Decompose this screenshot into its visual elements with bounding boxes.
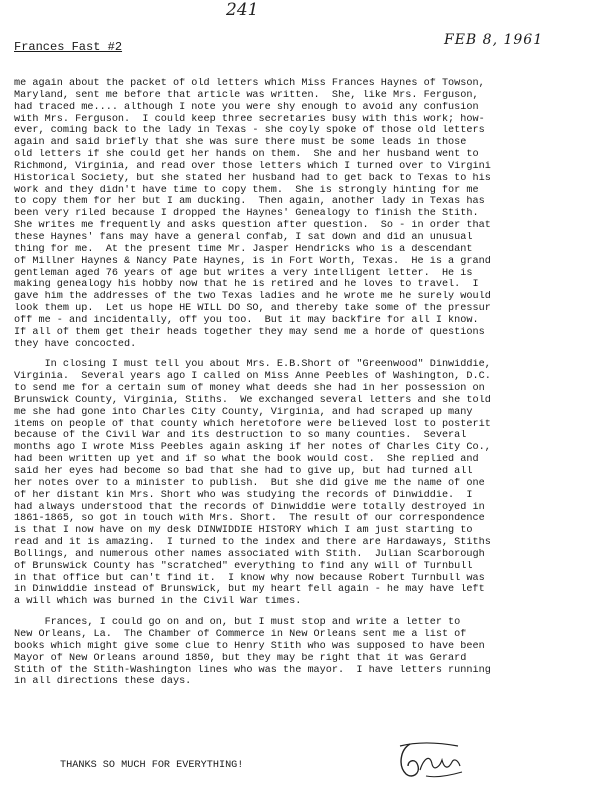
letter-line: months ago I wrote Miss Peebles again asking if her notes of Charles City Co.,: [14, 442, 491, 454]
letter-line: in all directions these days.: [14, 676, 192, 688]
letter-line: Historical Society, but she stated her husband had to get back to Texas to his: [14, 172, 491, 184]
letter-line: had always understood that the records of Dinwiddie were totally destroyed in: [14, 501, 485, 513]
letter-line: Mayor of New Orleans around 1850, but they may be right that it was Gerard: [14, 652, 467, 664]
letter-line: Frances, I could go on and on, but I must stop and write a letter to: [14, 617, 461, 629]
letter-line: If all of them get their heads together they may send me a horde of questions: [14, 326, 485, 338]
letter-line: She writes me frequently and asks question after question. So - in order that: [14, 220, 491, 232]
letter-line: in that office but can't find it. I know why now because Robert Turnbull was: [14, 572, 485, 584]
letter-line: had traced me.... although I note you were shy enough to avoid any confusion: [14, 101, 479, 113]
letter-line: making genealogy his hobby now that he is retired and he loves to travel. I: [14, 279, 479, 291]
letter-line: gave him the addresses of the two Texas ladies and he wrote me he surely would: [14, 291, 491, 303]
letter-line: items on people of that county which heretofore were believed lost to posterit: [14, 418, 491, 430]
letter-line: thing for me. At the present time Mr. Jasper Hendricks who is a descendant: [14, 243, 473, 255]
letter-line: had been written up yet and if so what the book would cost. She replied and: [14, 454, 479, 466]
letter-line: of her distant kin Mrs. Short who was studying the records of Dinwiddie. I: [14, 489, 473, 501]
letter-line: Virginia. Several years ago I called on Miss Anne Peebles of Washington, D.C.: [14, 371, 491, 383]
letter-line: to send me for a certain sum of money what deeds she had in her possession on: [14, 383, 485, 395]
letter-line: 1861-1865, so got in touch with Mrs. Short. The result of our correspondence: [14, 513, 485, 525]
letter-line: because of the Civil War and its destruction to so many counties. Several: [14, 430, 467, 442]
letter-line: old letters if she could get her hands on them. She and her husband went to: [14, 149, 479, 161]
letter-line: they have concocted.: [14, 338, 137, 350]
page-number: 241: [226, 0, 259, 20]
paragraph-gap: [14, 350, 600, 359]
letter-line: Richmond, Virginia, and read over those letters which I turned over to Virgini: [14, 160, 491, 172]
letter-line: New Orleans, La. The Chamber of Commerce in New Orleans sent me a list of: [14, 628, 467, 640]
letter-line: Brunswick County, Virginia, Stiths. We exchanged several letters and she told: [14, 394, 491, 406]
letter-line: Stith of the Stith-Washington lines who was the mayor. I have letters running: [14, 664, 491, 676]
letter-line: with Mrs. Ferguson. I could keep three secretaries busy with this work; how-: [14, 113, 485, 125]
letter-line: me again about the packet of old letters which Miss Frances Haynes of Towson,: [14, 78, 485, 89]
letter-line: read and it is amazing. I turned to the index and there are Hardaways, Stiths: [14, 537, 491, 549]
letter-line: ever, coming back to the lady in Texas - she coyly spoke of those old letters: [14, 125, 485, 137]
letter-line: gentleman aged 76 years of age but writes a very intelligent letter. He is: [14, 267, 473, 279]
letter-line: Maryland, sent me before that article was written. She, like Mrs. Ferguson,: [14, 89, 479, 101]
letter-line: to copy them for her but I am ducking. Then again, another lady in Texas has: [14, 196, 485, 208]
closing-line: THANKS SO MUCH FOR EVERYTHING!: [60, 760, 244, 771]
letter-line: said her eyes had become so bad that she had to give up, but had turned all: [14, 466, 473, 477]
paragraph-gap: [14, 608, 600, 617]
letter-line: of Millner Haynes & Nancy Pate Haynes, is in Fort Worth, Texas. He is a grand: [14, 255, 491, 267]
header-label: Frances Fast #2: [14, 40, 123, 54]
letter-line: me she had gone into Charles City County, Virginia, and had scraped up many: [14, 406, 473, 418]
letter-line: these Haynes' fans may have a general confab, I sat down and did an unusual: [14, 231, 473, 243]
letter-line: In closing I must tell you about Mrs. E.B.Short of "Greenwood" Dinwiddie,: [14, 359, 491, 371]
letter-line: a will which was burned in the Civil War times.: [14, 596, 302, 608]
letter-body: [14, 78, 600, 688]
letter-line: been very riled because I dropped the Haynes' Genealogy to finish the Stith.: [14, 208, 479, 220]
header-date: FEB 8, 1961: [444, 32, 544, 48]
signature-mark: [396, 736, 468, 780]
letter-line: again and said briefly that she was sure there must be some leads in those: [14, 137, 467, 149]
letter-line: of Brunswick County has "scratched" everything to find any will of Turnbull: [14, 560, 473, 572]
letter-line: off me - and incidentally, off you too. But it may backfire for all I know.: [14, 314, 479, 326]
letter-line: her notes over to a minister to publish. But she did give me the name of one: [14, 477, 485, 489]
letter-line: work and they didn't have time to copy them. She is strongly hinting for me: [14, 184, 479, 196]
letter-line: in Dinwiddie instead of Brunswick, but my heart fell again - he may have left: [14, 584, 485, 596]
letter-line: look them up. Let us hope HE WILL DO SO, and thereby take some of the pressur: [14, 303, 491, 315]
letter-line: books which might give some clue to Henry Stith who was supposed to have been: [14, 640, 485, 652]
letter-line: is that I now have on my desk DINWIDDIE HISTORY which I am just starting to: [14, 525, 473, 537]
letter-line: Bollings, and numerous other names associated with Stith. Julian Scarborough: [14, 548, 485, 560]
